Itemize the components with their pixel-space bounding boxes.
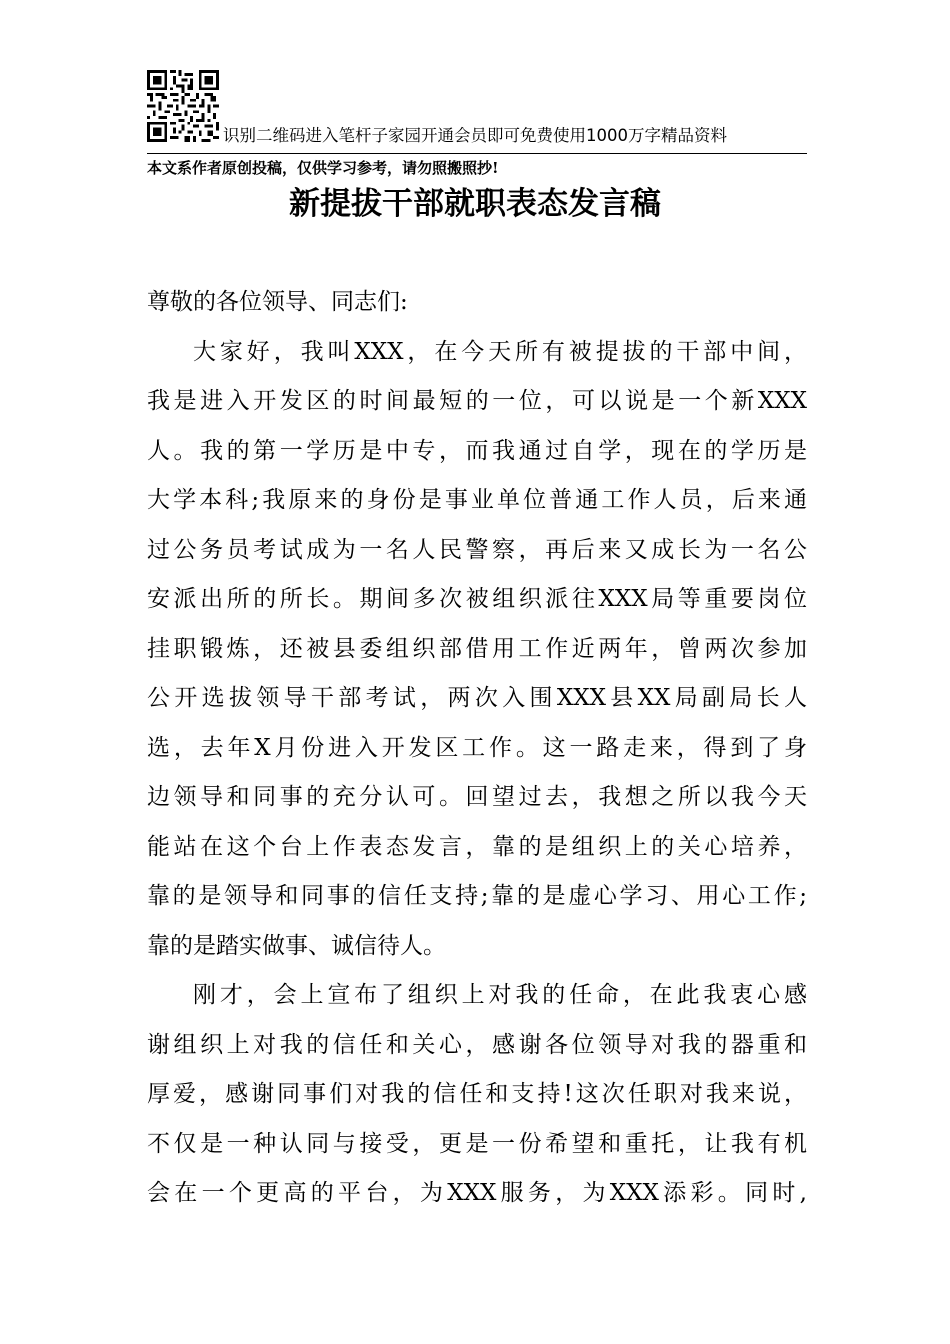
header-divider xyxy=(147,153,807,154)
body-line: 公开选拔领导干部考试，两次入围XXX县XX局副局长人 xyxy=(147,685,807,711)
body-line: 挂职锻炼，还被县委组织部借用工作近两年，曾两次参加 xyxy=(147,635,807,662)
body-line: 会在一个更高的平台，为XXX服务，为XXX添彩。同时, xyxy=(147,1180,807,1206)
body-line: 人。我的第一学历是中专，而我通过自学，现在的学历是 xyxy=(147,437,807,464)
body-line: 厚爱，感谢同事们对我的信任和支持!这次任职对我来说， xyxy=(147,1081,807,1107)
body-line: 我是进入开发区的时间最短的一位，可以说是一个新XXX xyxy=(147,388,807,414)
document-body xyxy=(147,278,807,1219)
body-line: 边领导和同事的充分认可。回望过去，我想之所以我今天 xyxy=(147,784,807,810)
body-line: 刚才，会上宣布了组织上对我的任命，在此我衷心感 xyxy=(193,982,807,1008)
salutation-line: 尊敬的各位领导、同志们: xyxy=(147,289,408,315)
body-line: 谢组织上对我的信任和关心，感谢各位领导对我的器重和 xyxy=(147,1031,807,1058)
body-line: 不仅是一种认同与接受，更是一份希望和重托，让我有机 xyxy=(147,1130,807,1157)
copyright-disclaimer: 本文系作者原创投稿，仅供学习参考，请勿照搬照抄! xyxy=(147,159,499,177)
document-title: 新提拔干部就职表态发言稿 xyxy=(289,186,661,222)
header-promo-note: 识别二维码进入笔杆子家园开通会员即可免费使用1000万字精品资料 xyxy=(223,126,727,145)
body-line: 靠的是踏实做事、诚信待人。 xyxy=(147,932,446,959)
body-line: 大学本科;我原来的身份是事业单位普通工作人员，后来通 xyxy=(147,487,807,513)
body-line: 靠的是领导和同事的信任支持;靠的是虚心学习、用心工作; xyxy=(147,883,807,909)
body-line: 大家好，我叫XXX，在今天所有被提拔的干部中间， xyxy=(193,338,807,365)
body-line: 过公务员考试成为一名人民警察，再后来又成长为一名公 xyxy=(147,536,807,563)
body-line: 安派出所的所长。期间多次被组织派往XXX局等重要岗位 xyxy=(147,586,807,612)
body-line: 能站在这个台上作表态发言，靠的是组织上的关心培养， xyxy=(147,833,807,860)
body-line: 选，去年X月份进入开发区工作。这一路走来，得到了身 xyxy=(147,734,807,761)
qr-code-icon[interactable] xyxy=(147,70,219,142)
page-header xyxy=(147,68,807,156)
